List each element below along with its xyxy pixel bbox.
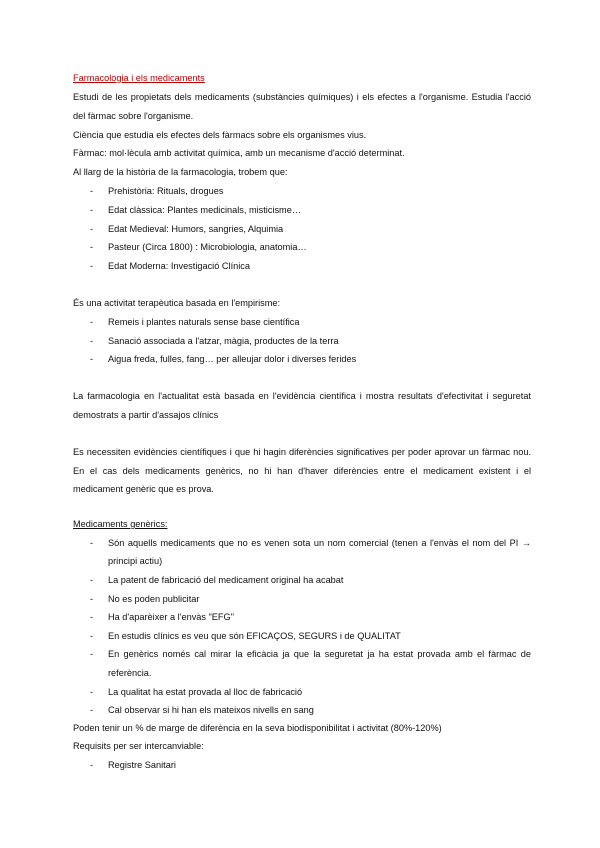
bullet-dash: -: [90, 575, 94, 585]
generics-heading: Medicaments genèrics:: [73, 519, 168, 529]
intro-paragraph-line: del fàrmac sobre l'organisme.: [73, 111, 194, 121]
bullet-dash: -: [90, 760, 94, 770]
bullet-dash: -: [90, 687, 94, 697]
bullet-dash: -: [90, 631, 94, 641]
differences-paragraph-line: Es necessiten evidències científiques i que hi hagin diferències significatives per poder aprovar un fàrmac nou.: [73, 447, 531, 457]
differences-paragraph-line: En el cas dels medicaments genèrics, no hi han d'haver diferències entre el medicament existent i el: [73, 466, 531, 476]
intro-paragraph: Ciència que estudia els efectes dels fàrmacs sobre els organismes vius.: [73, 130, 367, 140]
requirements-heading: Requisits per ser intercanviable:: [73, 741, 204, 751]
bullet-dash: -: [90, 261, 94, 271]
evidence-paragraph-line: demostrats a partir d'assajos clínics: [73, 410, 219, 420]
evidence-paragraph-line: La farmacologia en l'actualitat està basada en l'evidència científica i mostra resultats d'efectivitat i seguretat: [73, 391, 531, 401]
bullet-dash: -: [90, 205, 94, 215]
bullet-dash: -: [90, 336, 94, 346]
empirism-heading: És una activitat terapèutica basada en l'empirisme:: [73, 298, 281, 308]
bullet-dash: -: [90, 354, 94, 364]
bullet-dash: -: [90, 612, 94, 622]
margin-note: Poden tenir un % de marge de diferència en la seva biodisponibilitat i activitat (80%-120%): [73, 723, 442, 733]
bullet-dash: -: [90, 705, 94, 715]
bullet-dash: -: [90, 242, 94, 252]
bullet-dash: -: [90, 538, 94, 548]
bullet-dash: -: [90, 594, 94, 604]
document-title: Farmacologia i els medicaments: [73, 73, 205, 83]
definition-paragraph: Fàrmac: mol·lècula amb activitat química, amb un mecanisme d'acció determinat.: [73, 148, 405, 158]
differences-paragraph-line: medicament genèric que es prova.: [73, 484, 214, 494]
bullet-dash: -: [90, 317, 94, 327]
bullet-dash: -: [90, 186, 94, 196]
document-page: Farmacologia i els medicaments Estudi de les propietats dels medicaments (substàncies químiques) i els efectes a l'organisme. Estudia l'acció del fàrmac sobre l'organisme. Ciència que estudia els efectes dels fàrmacs sobre els organismes vius. Fàrmac: mol·lècula amb activitat química, amb un mecanisme d'acció determinat. Al llarg de la història de la farmacologia, trobem que: - Prehistòria: Rituals, drogues - Edat clàssica: Plantes medicinals, misticisme… - Edat Medieval: Humors, sangries, Alquimia - Pasteur (Circa 1800) : Microbiologia, anatomia… - Edat Moderna: Investigació Clínica És una activitat terapèutica basada en l'empirisme: - Remeis i plantes naturals sense base científica - Sanació associada a l'atzar, màgia, productes de la terra - Aigua freda, fulles, fang… per alleujar dolor i diverses ferides La farmacologia en l'actualitat està basada en l'evidència científica i mostra resultats d'efectivitat i seguretat demostrats a partir d'assajos clínics Es necessiten evidències científiques i que hi hagin diferències significatives per poder aprovar un fàrmac nou. En el cas dels medicaments genèrics, no hi han d'haver diferències entre el medicament existent i el medicament genèric que es prova. Medicaments genèrics: - Són aquells medicaments que no es venen sota un nom comercial (tenen a l'envàs el nom del PI → principi actiu) - La patent de fabricació del medicament original ha acabat - No es poden publicitar - Ha d'aparèixer a l'envàs "EFG" - En estudis clínics es veu que són EFICAÇOS, SEGURS i de QUALITAT - En genèrics només cal mirar la eficàcia ja que la seguretat ja ha estat provada amb el fàrmac de referència. - La qualitat ha estat provada al lloc de fabricació - Cal observar si hi han els mateixos nivells en sang Poden tenir un % de marge de diferència en la seva biodisponibilitat i activitat (80%-120%) Requisits per ser intercanviable: - Registre Sanitari: [73, 73, 531, 770]
bullet-dash: -: [90, 649, 94, 659]
bullet-dash: -: [90, 224, 94, 234]
history-intro: Al llarg de la història de la farmacologia, trobem que:: [73, 167, 288, 177]
intro-paragraph-line: Estudi de les propietats dels medicaments (substàncies químiques) i els efectes a l'organisme. Estudia l'acció: [73, 92, 531, 102]
